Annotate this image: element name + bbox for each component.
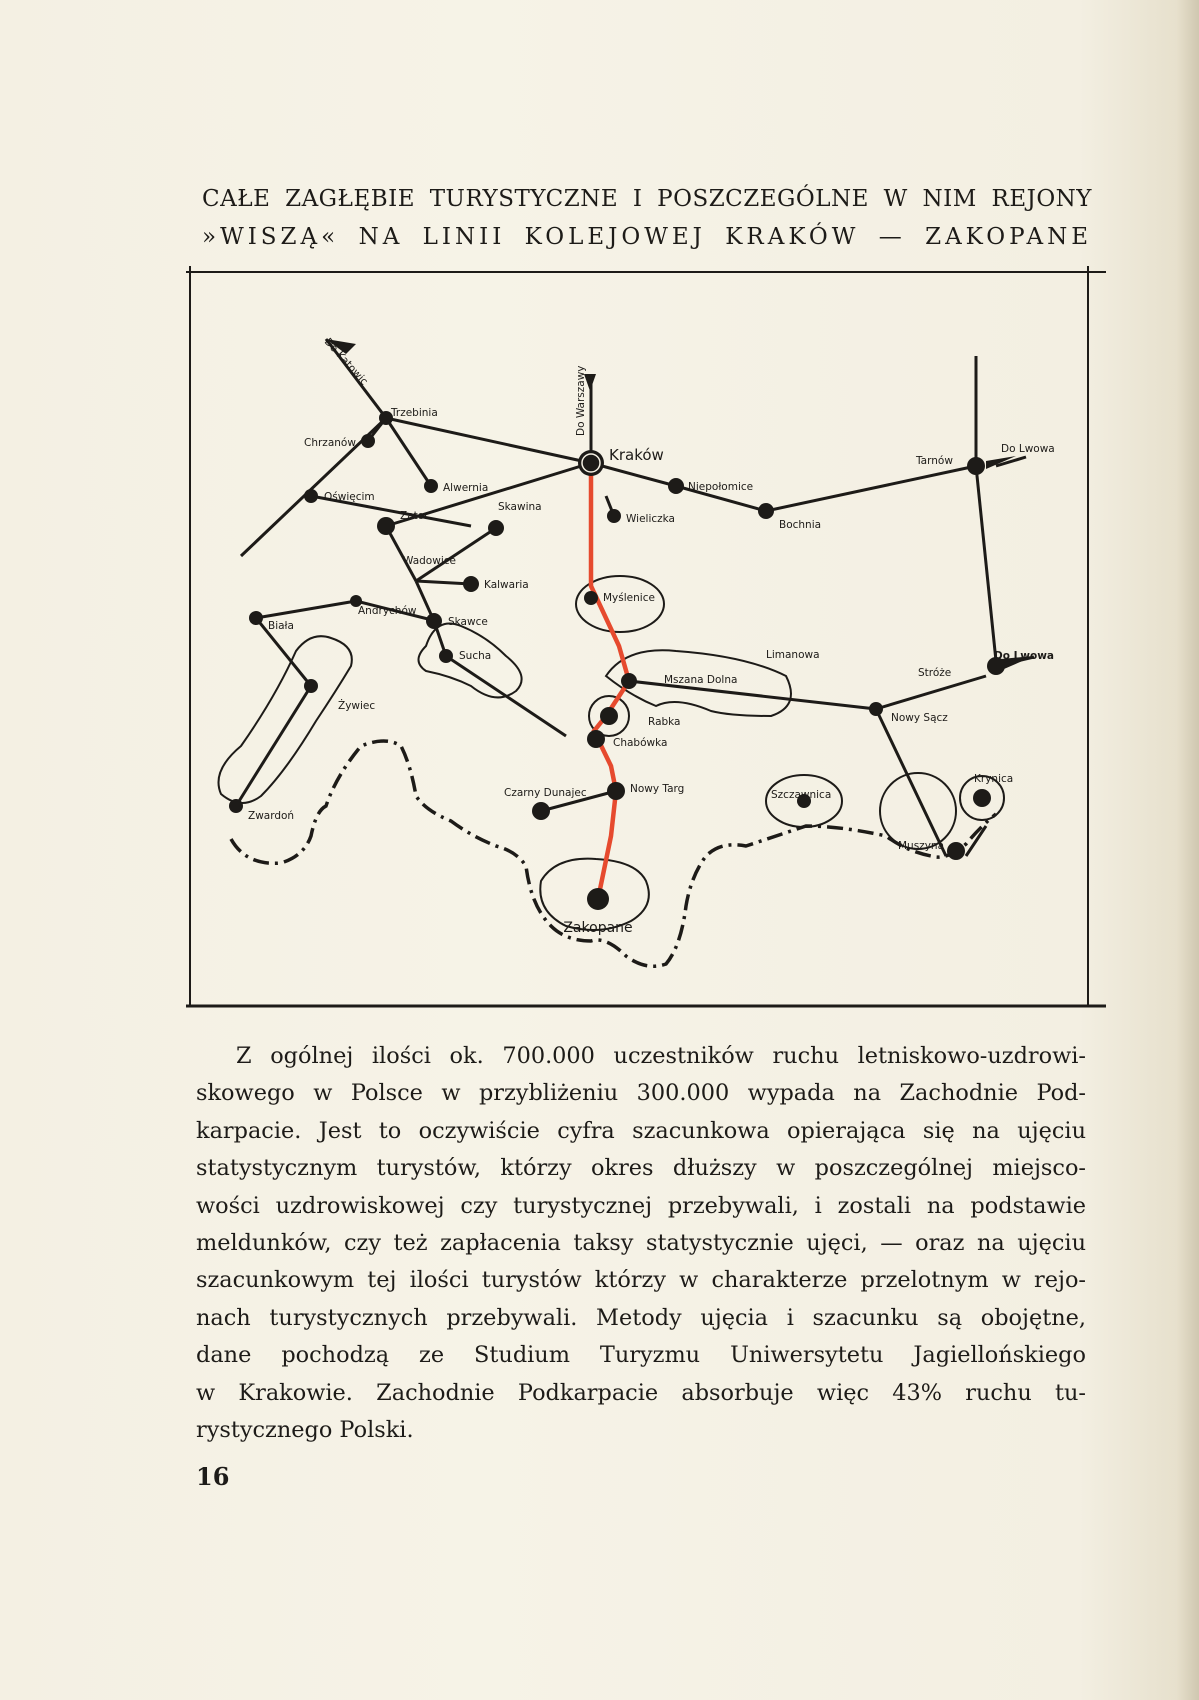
station-muszyna [947, 842, 965, 860]
label-nowy-sacz: Nowy Sącz [891, 712, 948, 724]
page-heading [202, 180, 1092, 256]
body-line: karpacie. Jest to oczywiście cyfra szacunkowa opierająca się na ujęciu [196, 1117, 1086, 1144]
label-oswiecim: Oświęcim [324, 491, 375, 503]
station-zwardon [229, 799, 243, 813]
label-chrzanow: Chrzanów [304, 437, 356, 449]
region-muszyna [880, 773, 956, 849]
label-niepolomice: Niepołomice [688, 481, 754, 493]
label-czarny-dunajec: Czarny Dunajec [504, 787, 587, 799]
label-zywiec: Żywiec [338, 700, 376, 712]
station-bochnia [758, 503, 774, 519]
body-line: meldunków, czy też zapłacenia taksy statystycznie ujęci, — oraz na ujęciu [196, 1230, 1086, 1257]
station-kalwaria [463, 576, 479, 592]
label-krakow: Kraków [609, 446, 664, 464]
station-zywiec [304, 679, 318, 693]
map-labels [248, 336, 1055, 936]
station-czarny-dunajec [532, 802, 550, 820]
railway-map [186, 266, 1106, 1026]
label-zwardon: Zwardoń [248, 810, 295, 822]
station-wieliczka [607, 509, 621, 523]
label-limanowa: Limanowa [766, 649, 820, 661]
label-andrychow: Andrychów [358, 605, 417, 617]
station-mszana-dolna [621, 673, 637, 689]
label-tarnow: Tarnów [916, 455, 953, 467]
station-niepolomice [668, 478, 684, 494]
body-line: Z ogólnej ilości ok. 700.000 uczestników ruchu letniskowo-uzdrowi- [236, 1043, 1086, 1069]
label-do-katowic: Do Katowic [321, 335, 371, 388]
page-edge-shadow [1177, 0, 1199, 1700]
body-line: w Krakowie. Zachodnie Podkarpacie absorbuje więc 43% ruchu tu- [196, 1379, 1086, 1406]
label-skawce: Skawce [448, 616, 488, 628]
body-line: dane pochodzą ze Studium Turyzmu Uniwersytetu Jagiellońskiego [196, 1342, 1086, 1369]
railway-map-svg [186, 266, 1106, 1026]
label-skawina: Skawina [498, 501, 542, 513]
label-szczawnica: Szczawnica [771, 789, 832, 801]
station-sucha [439, 649, 453, 663]
label-muszyna: Muszyna [898, 840, 944, 852]
label-zakopane: Zakopane [563, 920, 633, 936]
label-krynica: Krynica [974, 773, 1014, 785]
station-zator [377, 517, 395, 535]
label-do-warszawy: Do Warszawy [575, 365, 587, 436]
label-mszana-dolna: Mszana Dolna [664, 674, 738, 686]
body-line: szacunkowym tej ilości turystów którzy w charakterze przelotnym w rejo- [196, 1267, 1086, 1294]
label-myslenice: Myślenice [603, 592, 655, 604]
station-myslenice [584, 591, 598, 605]
station-tarnow [967, 457, 985, 475]
label-bochnia: Bochnia [779, 519, 822, 531]
body-line: rystycznego Polski. [196, 1417, 414, 1444]
label-wieliczka: Wieliczka [626, 513, 675, 525]
label-sucha: Sucha [459, 650, 492, 662]
label-biala: Biała [268, 620, 294, 632]
label-rabka: Rabka [648, 716, 681, 728]
label-kalwaria: Kalwaria [484, 579, 529, 591]
label-zator: Zator [400, 510, 429, 522]
page-number: 16 [196, 1462, 230, 1491]
station-biala [249, 611, 263, 625]
station-chrzanow [361, 434, 375, 448]
label-wadowice: Wadowice [403, 555, 456, 567]
station-oswiecim [304, 489, 318, 503]
station-skawce [426, 613, 442, 629]
label-trzebinia: Trzebinia [391, 407, 438, 419]
station-nowy-sacz [869, 702, 883, 716]
station-alwernia [424, 479, 438, 493]
station-rabka [600, 707, 618, 725]
label-stroze: Stróże [918, 667, 952, 679]
label-alwernia: Alwernia [443, 482, 489, 494]
label-do-lwowa-south: Do Lwowa [994, 650, 1054, 662]
region-zywiec-zwardon [219, 636, 352, 803]
label-do-lwowa-north: Do Lwowa [1001, 443, 1055, 455]
label-chabowka: Chabówka [613, 737, 668, 749]
station-nowy-targ [607, 782, 625, 800]
body-line: wości uzdrowiskowej czy turystycznej przebywali, i zostali na podstawie [196, 1192, 1086, 1219]
station-krynica [973, 789, 991, 807]
body-paragraph [196, 1038, 1086, 1449]
body-line: statystycznym turystów, którzy okres dłuższy w poszczególnej miejsco- [196, 1155, 1086, 1182]
station-skawina [488, 520, 504, 536]
heading-line-2: »WISZĄ« NA LINII KOLEJOWEJ KRAKÓW — ZAKOPANE [202, 224, 1092, 250]
station-chabowka [587, 730, 605, 748]
body-line: nach turystycznych przebywali. Metody ujęcia i szacunku są obojętne, [196, 1304, 1086, 1331]
label-nowy-targ: Nowy Targ [630, 783, 685, 795]
heading-line-1: CAŁE ZAGŁĘBIE TURYSTYCZNE I POSZCZEGÓLNE W NIM REJONY [202, 186, 1092, 212]
body-line: skowego w Polsce w przybliżeniu 300.000 wypada na Zachodnie Pod- [196, 1080, 1086, 1107]
station-zakopane [587, 888, 609, 910]
